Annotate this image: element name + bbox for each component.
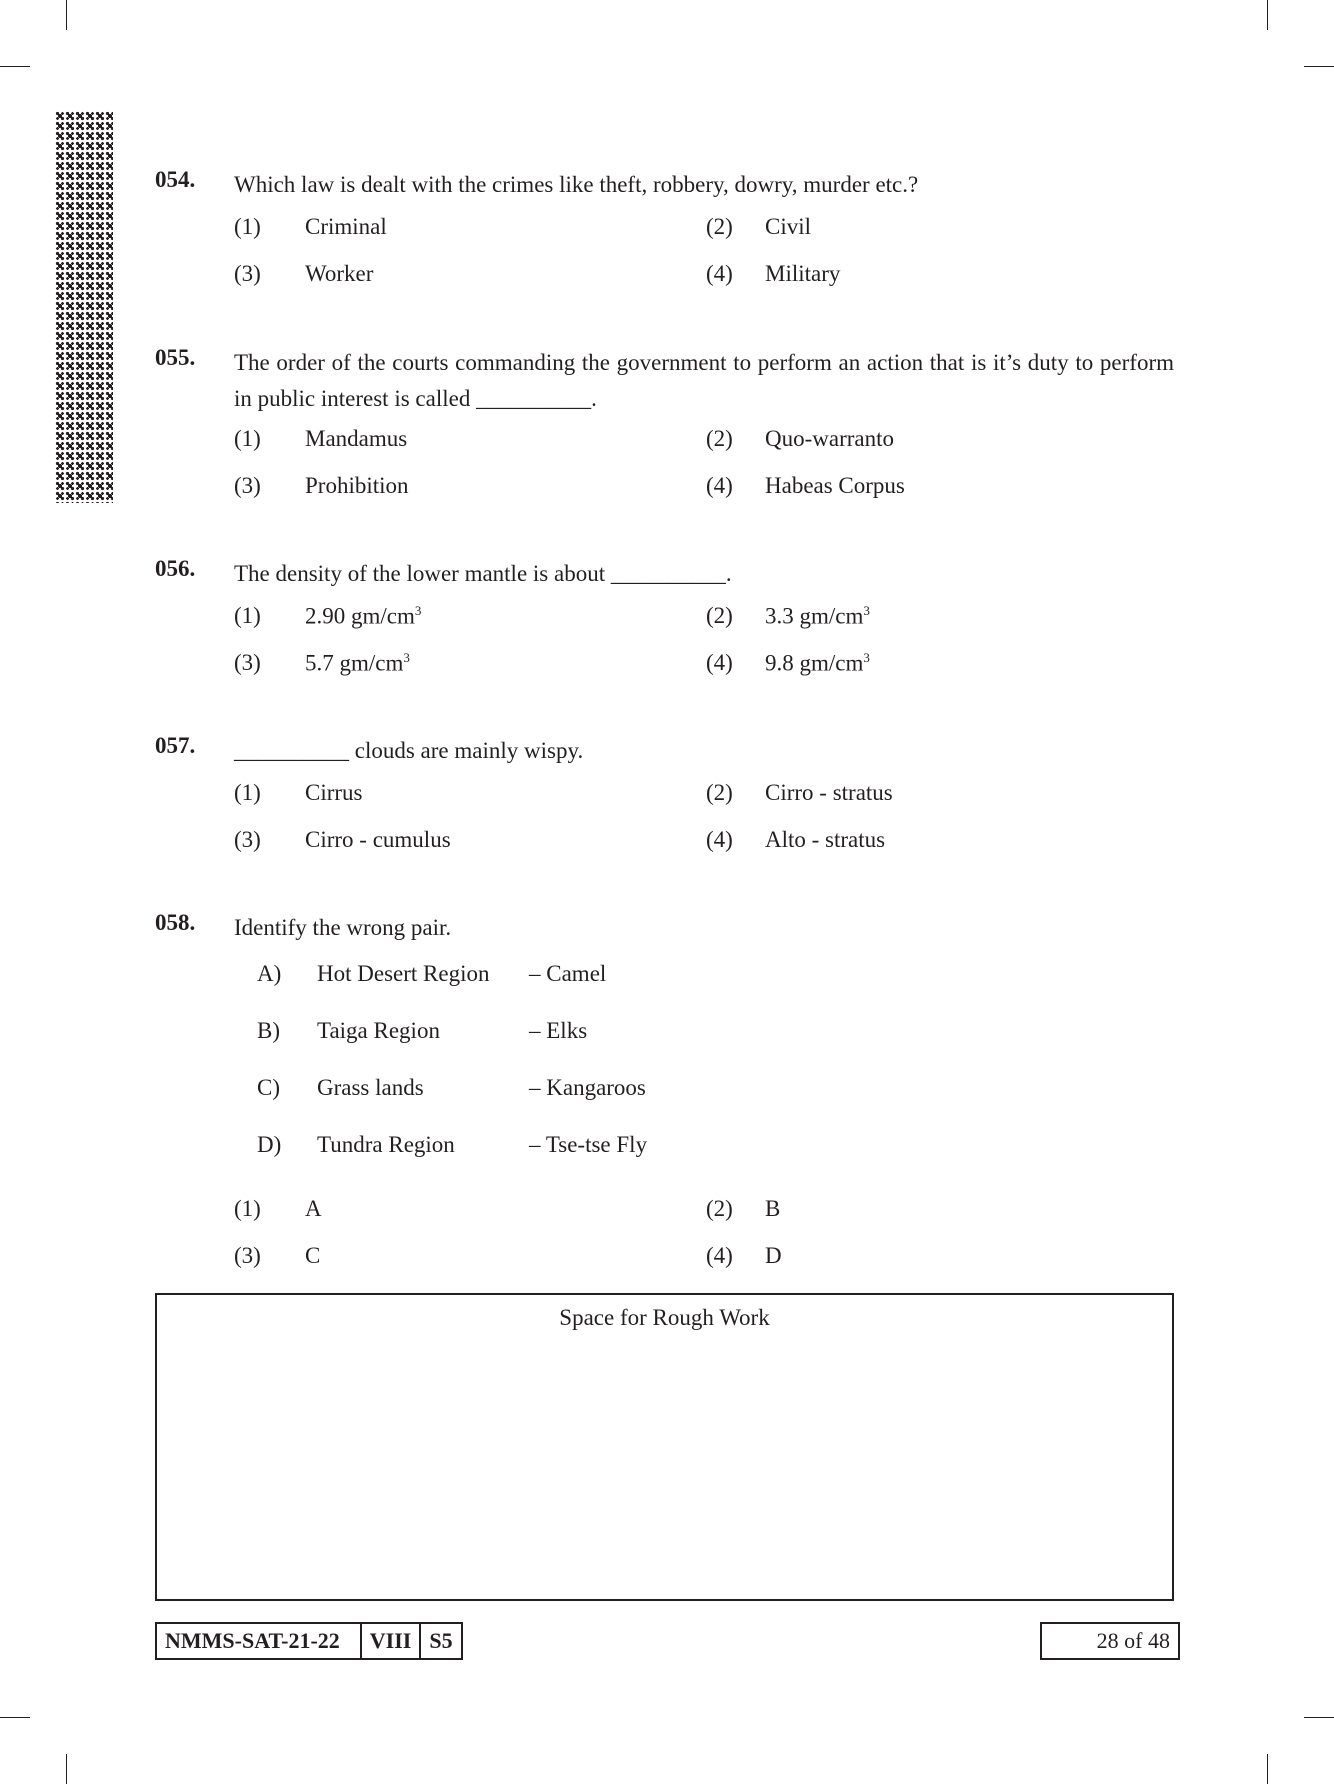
crop-mark <box>1304 1717 1334 1718</box>
question-number: 057. <box>155 733 196 758</box>
question-number: 054. <box>155 167 196 192</box>
series-label: S5 <box>429 1628 453 1653</box>
question-text: Identify the wrong pair. <box>234 915 452 940</box>
crop-mark <box>1267 1754 1268 1784</box>
question-text: The density of the lower mantle is about __________. <box>234 561 732 586</box>
question-text: Which law is dealt with the crimes like theft, robbery, dowry, murder etc.? <box>234 172 919 197</box>
crop-mark <box>1267 0 1268 30</box>
crop-mark <box>1304 66 1334 67</box>
page-number: 28 of 48 <box>1040 1622 1180 1660</box>
crop-mark <box>66 0 67 30</box>
question-text: The order of the courts commanding the government to perform an action that is it’s duty to perform in public interest is called __________. <box>234 350 1174 411</box>
crop-mark <box>0 66 30 67</box>
question-number: 058. <box>155 910 196 935</box>
decorative-border-pattern <box>55 111 113 503</box>
rough-work-box[interactable] <box>155 1293 1174 1601</box>
question-text: __________ clouds are mainly wispy. <box>234 738 584 763</box>
rough-work-title: Space for Rough Work <box>559 1305 770 1330</box>
crop-mark <box>0 1717 30 1718</box>
footer-code-box <box>155 1622 463 1660</box>
crop-mark <box>66 1754 67 1784</box>
paper-code: NMMS-SAT-21-22 <box>157 1624 362 1658</box>
class-label: VIII <box>362 1624 422 1658</box>
question-number: 055. <box>155 345 196 370</box>
question-number: 056. <box>155 556 196 581</box>
